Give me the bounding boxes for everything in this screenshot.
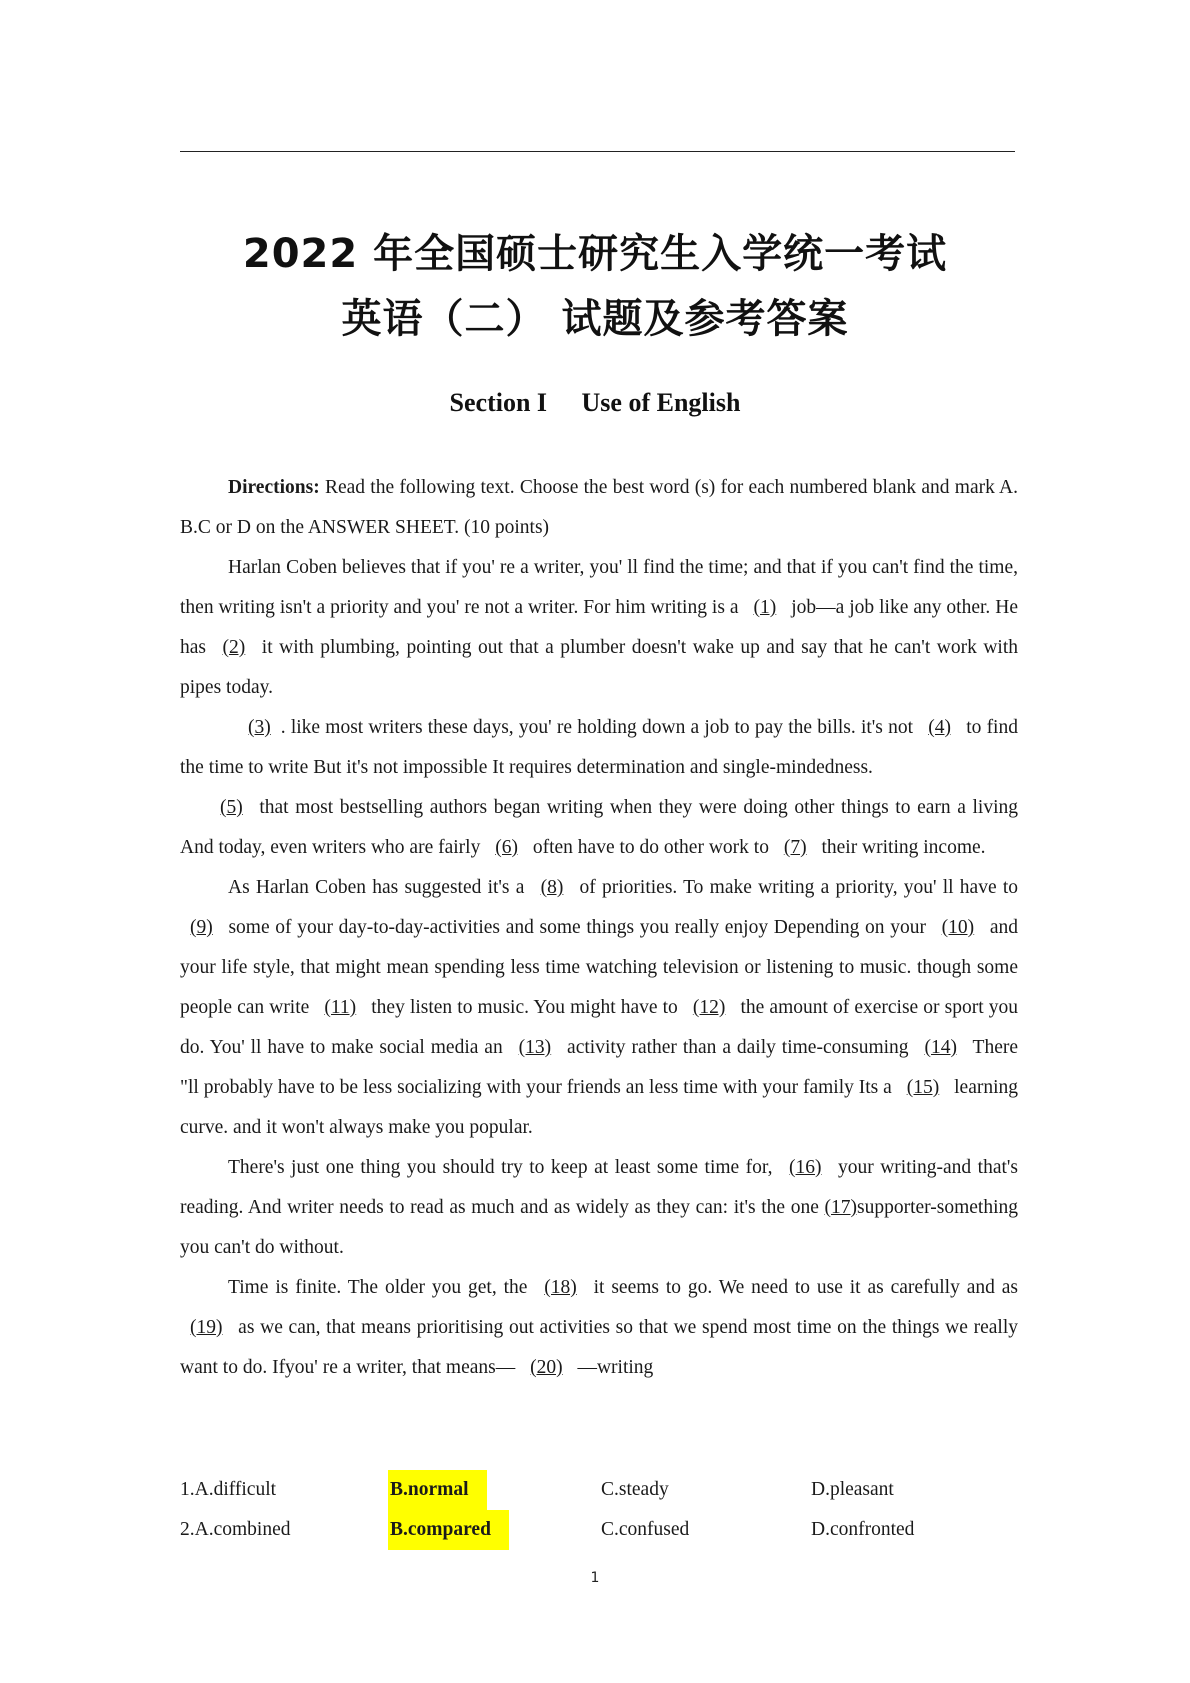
option-1b-correct: B.normal xyxy=(388,1470,487,1510)
option-2c: C.confused xyxy=(601,1519,690,1540)
option-2a: 2.A.combined xyxy=(180,1519,291,1540)
document-title-line2: 英语（二） 试题及参考答案 xyxy=(341,296,849,342)
page-number: 1 xyxy=(590,1570,600,1586)
passage-paragraph-6: Time is finite. The older you get, the (18) it seems to go. We need to use it as carefully and as (19) as we can, that means prioritising out activities so that we spend most time on the things we really want to do. Ifyou' re a writer, that means— (20) —writing xyxy=(180,1268,1018,1388)
section-number: Section I xyxy=(449,388,548,417)
blank-17: (17) xyxy=(824,1197,857,1218)
blank-2: (2) xyxy=(222,637,246,658)
passage-paragraph-2: (3) . like most writers these days, you' re holding down a job to pay the bills. it's not (4) to find the time to write But it's not impossible It requires determination and single-mindedness. xyxy=(180,708,1018,788)
document-title-line1: 2022 年全国硕士研究生入学统一考试 xyxy=(242,231,948,277)
blank-11: (11) xyxy=(324,997,357,1018)
blank-6: (6) xyxy=(495,837,518,858)
blank-12: (12) xyxy=(692,997,726,1018)
section-heading xyxy=(0,388,1190,418)
blank-5: (5) xyxy=(220,797,243,818)
blank-19: (19) xyxy=(190,1317,223,1338)
option-1a: 1.A.difficult xyxy=(180,1479,277,1500)
blank-14: (14) xyxy=(924,1037,957,1058)
passage-paragraph-4: As Harlan Coben has suggested it's a (8) of priorities. To make writing a priority, you' ll have to (9) some of your day-to-day-activities and some things you really enjoy Depending on your (10) and your life style, that might mean spending less time watching television or listening to music. though some people can write (11) they listen to music. You might have to (12) the amount of exercise or sport you do. You' ll have to make social media an (13) activity rather than a daily time-consuming (14) There "ll probably have to be less socializing with your friends an less time with your family Its a (15) learning curve. and it won't always make you popular. xyxy=(180,868,1018,1148)
blank-8: (8) xyxy=(540,877,564,898)
directions-label: Directions: xyxy=(228,477,320,498)
question-2-options xyxy=(180,1510,1018,1550)
header-rule xyxy=(180,151,1015,152)
question-1-options xyxy=(180,1470,1018,1510)
passage xyxy=(180,468,1018,1388)
passage-paragraph-5: There's just one thing you should try to keep at least some time for, (16) your writing-and that's reading. And writer needs to read as much and as widely as they can: it's the one (17)supporter-something you can't do without. xyxy=(180,1148,1018,1268)
blank-13: (13) xyxy=(518,1037,552,1058)
section-name: Use of English xyxy=(581,388,741,417)
blank-15: (15) xyxy=(906,1077,940,1098)
passage-paragraph-1: Harlan Coben believes that if you' re a writer, you' ll find the time; and that if you can't find the time, then writing isn't a priority and you' re not a writer. For him writing is a (1) job—a job like any other. He has (2) it with plumbing, pointing out that a plumber doesn't wake up and say that he can't work with pipes today. xyxy=(180,557,1019,698)
option-2d: D.confronted xyxy=(811,1519,915,1540)
blank-1: (1) xyxy=(753,597,777,618)
option-1d: D.pleasant xyxy=(811,1479,894,1500)
blank-3: (3) xyxy=(248,717,271,738)
option-1c: C.steady xyxy=(601,1479,669,1500)
directions-paragraph xyxy=(180,468,1018,548)
blank-20: (20) xyxy=(530,1357,563,1378)
answer-options xyxy=(180,1470,1018,1550)
option-2b-correct: B.compared xyxy=(388,1510,509,1550)
directions-text: Read the following text. Choose the best word (s) for each numbered blank and mark A. B.C or D on the ANSWER SHEET. (10 points) xyxy=(180,477,1018,538)
blank-16: (16) xyxy=(789,1157,822,1178)
blank-4: (4) xyxy=(928,717,951,738)
blank-9: (9) xyxy=(190,917,213,938)
blank-18: (18) xyxy=(544,1277,577,1298)
blank-10: (10) xyxy=(941,917,975,938)
blank-7: (7) xyxy=(783,837,807,858)
passage-paragraph-3: (5) that most bestselling authors began writing when they were doing other things to earn a living And today, even writers who are fairly (6) often have to do other work to (7) their writing income. xyxy=(180,788,1018,868)
